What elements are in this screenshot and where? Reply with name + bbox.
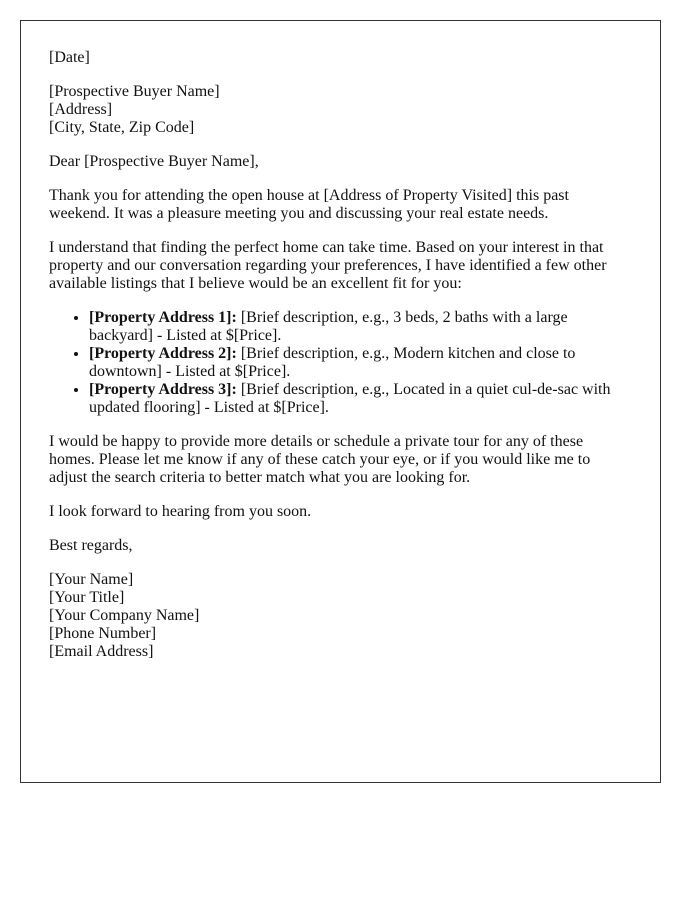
signature-name: [Your Name]: [49, 571, 134, 588]
listing-item: [89, 309, 632, 345]
signature-title: [Your Title]: [49, 589, 125, 606]
signature-company: [Your Company Name]: [49, 607, 200, 624]
signature-block: [49, 571, 632, 661]
listing-description: [Brief description, e.g., Modern kitchen and close to downtown] - Listed at $[Price].: [89, 345, 576, 380]
offer-paragraph: I would be happy to provide more details or schedule a private tour for any of these homes. Please let me know if any of these catch your eye, or if you would like me to adjust the search criteria to better match what you are looking for.: [49, 433, 591, 486]
recipient-city-state-zip: [City, State, Zip Code]: [49, 119, 195, 136]
recipient-name: [Prospective Buyer Name]: [49, 83, 220, 100]
listing-description: [Brief description, e.g., Located in a quiet cul-de-sac with updated flooring] - Listed at $[Price].: [89, 381, 611, 416]
listing-address: [Property Address 3]:: [89, 381, 237, 398]
date-line: [Date]: [49, 49, 90, 66]
understand-paragraph: I understand that finding the perfect home can take time. Based on your interest in that property and our conversation regarding your preferences, I have identified a few other available listings that I believe would be an excellent fit for you:: [49, 239, 607, 292]
listing-address: [Property Address 1]:: [89, 309, 237, 326]
listing-description: [Brief description, e.g., 3 beds, 2 baths with a large backyard] - Listed at $[Price].: [89, 309, 568, 344]
recipient-address: [Address]: [49, 101, 113, 118]
salutation: Dear [Prospective Buyer Name],: [49, 153, 259, 170]
closing-line: I look forward to hearing from you soon.: [49, 503, 312, 520]
listings-list: [49, 309, 632, 417]
letter-container: [20, 20, 661, 783]
intro-paragraph: Thank you for attending the open house at [Address of Property Visited] this past weekend. It was a pleasure meeting you and discussing your real estate needs.: [49, 187, 569, 222]
listing-item: [89, 381, 632, 417]
signature-phone: [Phone Number]: [49, 625, 157, 642]
listing-address: [Property Address 2]:: [89, 345, 237, 362]
signature-email: [Email Address]: [49, 643, 154, 660]
listing-item: [89, 345, 632, 381]
sign-off: Best regards,: [49, 537, 133, 554]
recipient-block: [49, 83, 632, 137]
